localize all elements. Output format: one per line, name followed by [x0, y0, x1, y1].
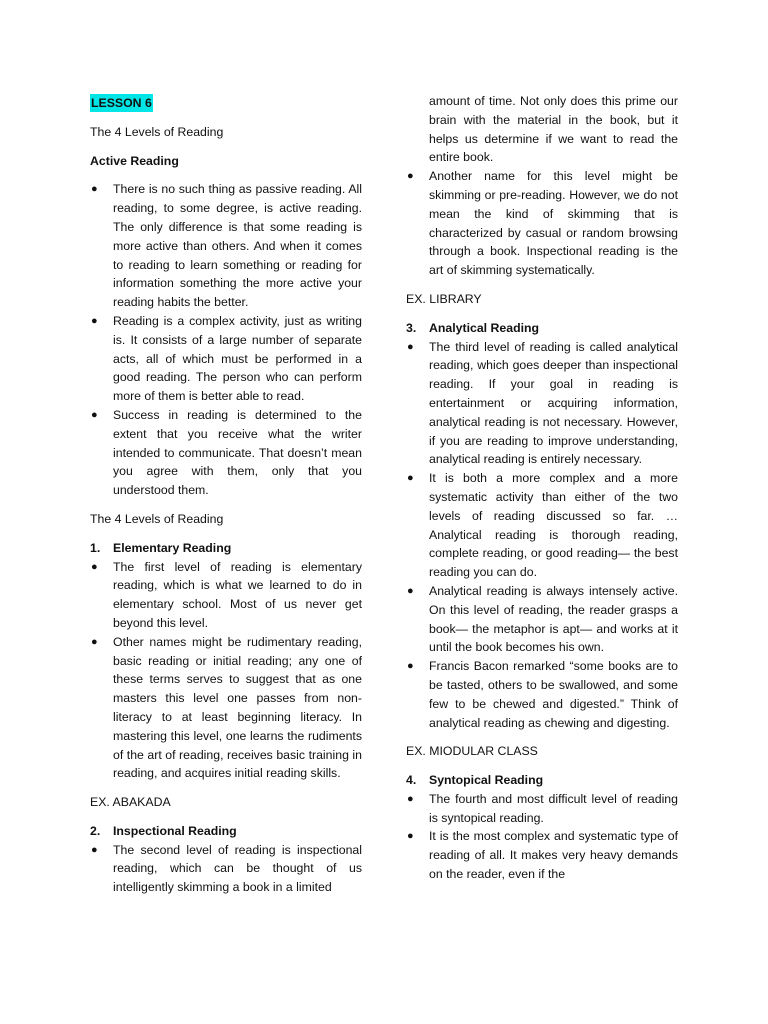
- bullet-icon: ●: [91, 560, 98, 573]
- list-item: ● Other names might be rudimentary reading, basic reading or initial reading; any one of these terms serves to suggest that as one masters this level one passes from non-literacy to at least beginning literacy. In mastering this level, one learns the rudiments of the art of reading, receives basic training in reading, and acquires initial reading skills.: [91, 634, 362, 781]
- list-item: ● Analytical reading is always intensely active. On this level of reading, the reader grasps a book— the metaphor is apt— and works at it until the book becomes his own.: [407, 583, 678, 655]
- example-modular-class: EX. MIODULAR CLASS: [406, 744, 538, 759]
- active-reading-list: [90, 180, 362, 500]
- active-reading-heading: Active Reading: [90, 153, 179, 168]
- analytical-list: [406, 338, 678, 733]
- list-item: ● Reading is a complex activity, just as writing is. It consists of a large number of separate acts, all of which must be performed in a good reading. The person who can perform more of them is better able to read.: [91, 313, 362, 404]
- list-item: ● There is no such thing as passive reading. All reading, to some degree, is active reading. The only difference is that some reading is more active than others. And when it comes to reading to learn something or reading for information something the more active your reading habits the better.: [91, 182, 362, 310]
- list-item: ● Success in reading is determined to the extent that you receive what the writer intended to communicate. That doesn’t mean you agree with them, only that you understood them.: [91, 407, 362, 498]
- bullet-icon: ●: [407, 584, 414, 597]
- left-column: [90, 92, 362, 897]
- bullet-icon: ●: [407, 340, 414, 353]
- syntopical-heading: 4. Syntopical Reading: [406, 773, 544, 788]
- bullet-icon: ●: [91, 408, 98, 421]
- elementary-list: [90, 558, 362, 784]
- page-title: The 4 Levels of Reading: [90, 124, 224, 139]
- example-library: EX. LIBRARY: [406, 291, 482, 306]
- inspectional-list: [90, 841, 362, 897]
- bullet-icon: ●: [407, 792, 414, 805]
- inspectional-continuation: amount of time. Not only does this prime our brain with the material in the book, but it helps us determine if we want to read the entire book.: [429, 94, 678, 165]
- bullet-icon: ●: [407, 660, 414, 673]
- list-item: ● It is both a more complex and a more systematic activity than either of the two levels of reading discussed so far. … Analytical reading is thorough reading, complete reading, or good reading— the best reading you can do.: [407, 471, 678, 580]
- list-item: ● It is the most complex and systematic type of reading of all. It makes very heavy demands on the reader, even if the: [407, 829, 678, 882]
- analytical-heading: 3. Analytical Reading: [406, 320, 540, 335]
- bullet-icon: ●: [91, 635, 98, 648]
- list-item: ● The first level of reading is elementary reading, which is what we learned to do in elementary school. Most of us never get beyond this level.: [91, 559, 362, 630]
- bullet-icon: ●: [91, 314, 98, 327]
- list-item: ● The second level of reading is inspectional reading, which can be thought of us intelligently skimming a book in a limited: [91, 842, 362, 895]
- inspectional-heading: 2. Inspectional Reading: [90, 823, 237, 838]
- bullet-icon: ●: [91, 183, 98, 196]
- syntopical-list: [406, 790, 678, 884]
- elementary-heading: 1. Elementary Reading: [90, 540, 232, 555]
- bullet-icon: ●: [407, 830, 414, 843]
- bullet-icon: ●: [407, 472, 414, 485]
- list-item: ● The third level of reading is called analytical reading, which goes deeper than inspectional reading. If your goal in reading is entertainment or acquiring information, analytical reading is not necessary. However, if you are reading to improve understanding, analytical reading is entirely necessary.: [407, 339, 678, 467]
- inspectional-list-continued: [406, 167, 678, 280]
- list-item: ● The fourth and most difficult level of reading is syntopical reading.: [407, 791, 678, 825]
- bullet-icon: ●: [407, 170, 414, 183]
- levels-heading: The 4 Levels of Reading: [90, 511, 224, 526]
- list-item: ● Another name for this level might be skimming or pre-reading. However, we do not mean the kind of skimming that is characterized by casual or random browsing through a book. Inspectional reading is the art of skimming systematically.: [407, 169, 678, 278]
- bullet-icon: ●: [91, 843, 98, 856]
- list-item: ● Francis Bacon remarked “some books are to be tasted, others to be swallowed, and some few to be chewed and digested.” Think of analytical reading as chewing and digesting.: [407, 659, 678, 730]
- right-column: [406, 92, 678, 884]
- example-abakada: EX. ABAKADA: [90, 795, 171, 810]
- lesson-label: LESSON 6: [91, 96, 152, 110]
